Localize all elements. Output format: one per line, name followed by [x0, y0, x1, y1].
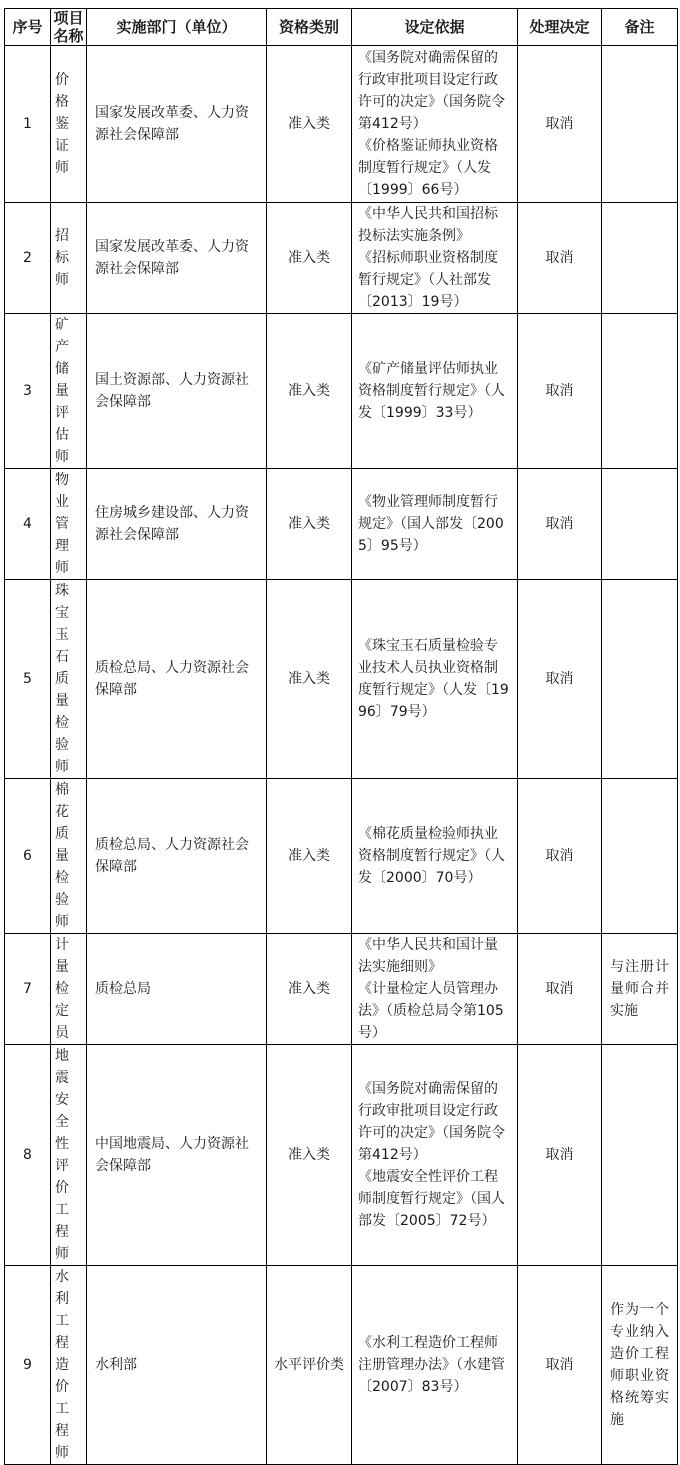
decision-cell: 取消 — [518, 934, 602, 1045]
basis-item: 《中华人民共和国计量法实施细则》 — [358, 937, 498, 975]
note-cell — [602, 46, 678, 203]
note-cell — [602, 314, 678, 469]
project-name-cell: 地震安全性评价工程师 — [51, 1045, 87, 1266]
row-index-cell: 1 — [5, 46, 51, 203]
project-name-cell: 水利工程造价工程师 — [51, 1266, 87, 1465]
basis-item: 《国务院对确需保留的行政审批项目设定行政许可的决定》（国务院令第412号） — [358, 50, 505, 132]
note-cell — [602, 469, 678, 580]
note-cell — [602, 779, 678, 934]
row-index-cell: 5 — [5, 580, 51, 779]
basis-cell — [352, 1045, 518, 1266]
basis-item: 《矿产储量评估师执业资格制度暂行规定》（人发〔1999〕33号） — [358, 361, 505, 421]
row-index-cell: 2 — [5, 203, 51, 314]
row-index-cell: 3 — [5, 314, 51, 469]
table-header — [5, 9, 678, 46]
project-name-cell: 矿产储量评估师 — [51, 314, 87, 469]
column-header-basis: 设定依据 — [352, 9, 518, 46]
note-cell: 与注册计量师合并实施 — [602, 934, 678, 1045]
basis-item: 《国务院对确需保留的行政审批项目设定行政许可的决定》（国务院令第412号） — [358, 1081, 505, 1163]
department-cell: 中国地震局、人力资源社会保障部 — [87, 1045, 267, 1266]
department-cell: 国土资源部、人力资源社会保障部 — [87, 314, 267, 469]
column-header-note: 备注 — [602, 9, 678, 46]
table-row — [5, 1266, 678, 1465]
category-cell: 准入类 — [267, 469, 352, 580]
note-cell: 作为一个专业纳入造价工程师职业资格统筹实施 — [602, 1266, 678, 1465]
category-cell: 准入类 — [267, 779, 352, 934]
basis-cell — [352, 580, 518, 779]
basis-cell — [352, 46, 518, 203]
department-cell: 水利部 — [87, 1266, 267, 1465]
table-row — [5, 314, 678, 469]
department-cell: 国家发展改革委、人力资源社会保障部 — [87, 203, 267, 314]
basis-cell — [352, 1266, 518, 1465]
department-cell: 质检总局、人力资源社会保障部 — [87, 580, 267, 779]
table-row — [5, 203, 678, 314]
row-index-cell: 7 — [5, 934, 51, 1045]
category-cell: 准入类 — [267, 934, 352, 1045]
project-name-cell: 计量检定员 — [51, 934, 87, 1045]
decision-cell: 取消 — [518, 779, 602, 934]
row-index-cell: 4 — [5, 469, 51, 580]
decision-cell: 取消 — [518, 1045, 602, 1266]
column-header-category: 资格类别 — [267, 9, 352, 46]
table-row — [5, 469, 678, 580]
project-name-cell: 棉花质量检验师 — [51, 779, 87, 934]
table-body — [5, 46, 678, 1465]
department-cell: 国家发展改革委、人力资源社会保障部 — [87, 46, 267, 203]
basis-item: 《招标师职业资格制度暂行规定》（人社部发〔2013〕19号） — [358, 250, 498, 310]
project-name-cell: 物业管理师 — [51, 469, 87, 580]
row-index-cell: 9 — [5, 1266, 51, 1465]
basis-item: 《珠宝玉石质量检验专业技术人员执业资格制度暂行规定》（人发〔1996〕79号） — [358, 638, 509, 720]
basis-item: 《中华人民共和国招标投标法实施条例》 — [358, 206, 498, 244]
basis-cell — [352, 469, 518, 580]
column-header-decision: 处理决定 — [518, 9, 602, 46]
table-row — [5, 1045, 678, 1266]
column-header-name: 项目名称 — [51, 9, 87, 46]
decision-cell: 取消 — [518, 46, 602, 203]
project-name-cell: 价格鉴证师 — [51, 46, 87, 203]
project-name-cell: 珠宝玉石质量检验师 — [51, 580, 87, 779]
row-index-cell: 6 — [5, 779, 51, 934]
basis-item: 《物业管理师制度暂行规定》（国人部发〔2005〕95号） — [358, 494, 504, 554]
basis-item: 《地震安全性评价工程师制度暂行规定》（国人部发〔2005〕72号） — [358, 1169, 505, 1229]
note-cell — [602, 1045, 678, 1266]
row-index-cell: 8 — [5, 1045, 51, 1266]
category-cell: 水平评价类 — [267, 1266, 352, 1465]
table-row — [5, 934, 678, 1045]
basis-item: 《价格鉴证师执业资格制度暂行规定》（人发〔1999〕66号） — [358, 138, 498, 198]
department-cell: 住房城乡建设部、人力资源社会保障部 — [87, 469, 267, 580]
basis-cell — [352, 314, 518, 469]
note-cell — [602, 580, 678, 779]
category-cell: 准入类 — [267, 580, 352, 779]
category-cell: 准入类 — [267, 203, 352, 314]
category-cell: 准入类 — [267, 314, 352, 469]
basis-cell — [352, 934, 518, 1045]
department-cell: 质检总局 — [87, 934, 267, 1045]
decision-cell: 取消 — [518, 469, 602, 580]
department-cell: 质检总局、人力资源社会保障部 — [87, 779, 267, 934]
basis-item: 《棉花质量检验师执业资格制度暂行规定》（人发〔2000〕70号） — [358, 826, 505, 886]
project-name-cell: 招标师 — [51, 203, 87, 314]
column-header-department: 实施部门（单位） — [87, 9, 267, 46]
note-cell — [602, 203, 678, 314]
header-row — [5, 9, 678, 46]
category-cell: 准入类 — [267, 1045, 352, 1266]
basis-item: 《计量检定人员管理办法》（质检总局令第105号） — [358, 981, 504, 1041]
qualification-table — [4, 8, 678, 1465]
table-row — [5, 779, 678, 934]
category-cell: 准入类 — [267, 46, 352, 203]
decision-cell: 取消 — [518, 580, 602, 779]
table-row — [5, 46, 678, 203]
decision-cell: 取消 — [518, 1266, 602, 1465]
basis-item: 《水利工程造价工程师注册管理办法》（水建管〔2007〕83号） — [358, 1335, 505, 1395]
table-row — [5, 580, 678, 779]
basis-cell — [352, 203, 518, 314]
decision-cell: 取消 — [518, 314, 602, 469]
column-header-index: 序号 — [5, 9, 51, 46]
decision-cell: 取消 — [518, 203, 602, 314]
basis-cell — [352, 779, 518, 934]
